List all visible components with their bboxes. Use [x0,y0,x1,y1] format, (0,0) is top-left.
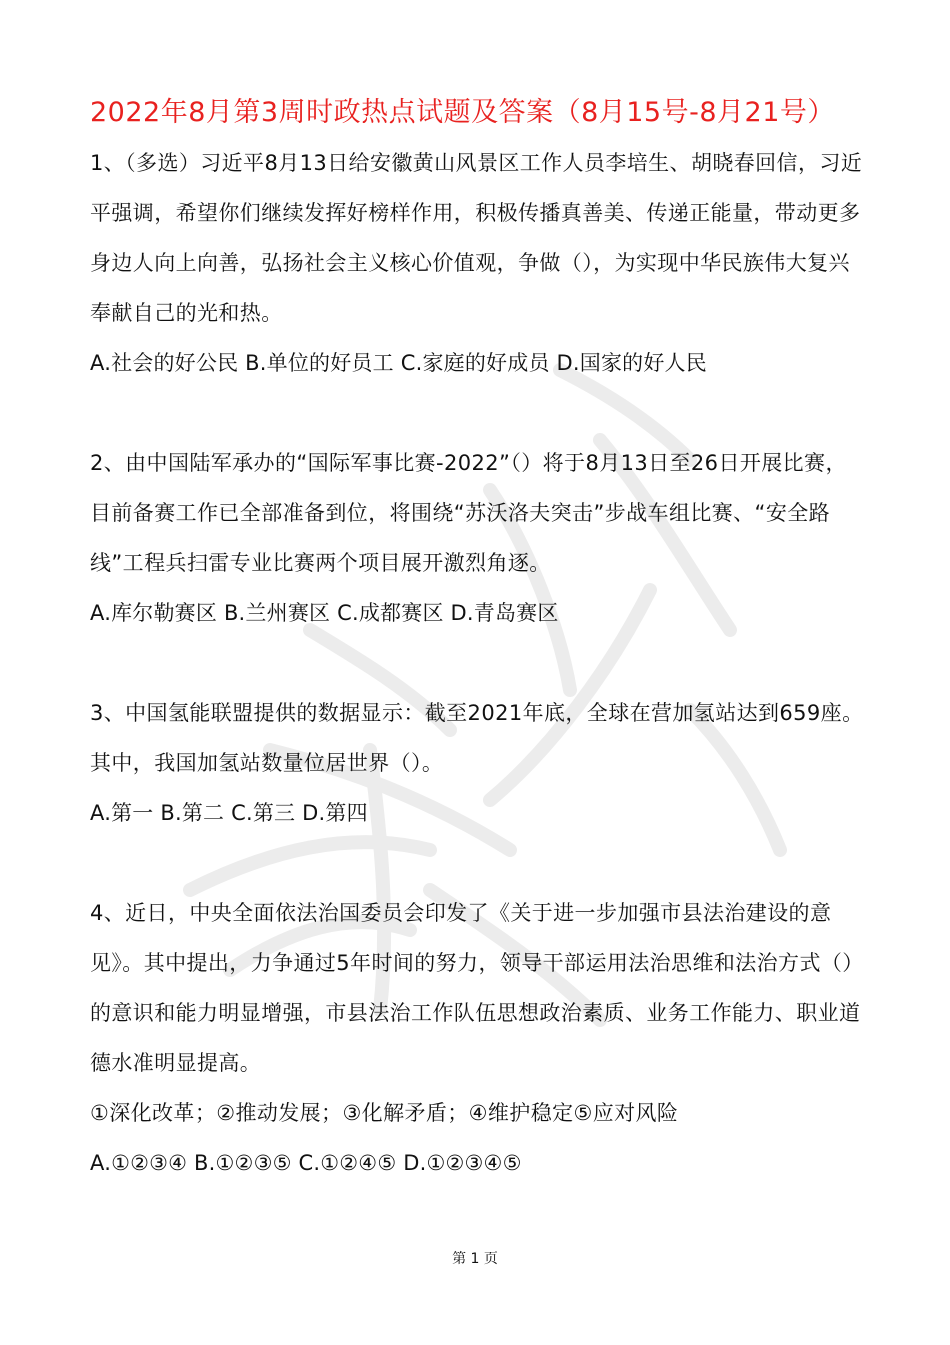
document-title: 2022年8月第3周时政热点试题及答案（8月15号-8月21号） [90,97,835,128]
document-body [90,88,865,1188]
page-number: 第 1 页 [452,1251,498,1267]
question-1 [90,138,865,388]
question-text: 3、中国氢能联盟提供的数据显示：截至2021年底，全球在营加氢站达到659座。其中，我国加氢站数量位居世界（）。 [90,701,864,775]
spacer [90,838,865,888]
question-2 [90,438,865,638]
question-statements: ①深化改革；②推动发展；③化解矛盾；④维护稳定⑤应对风险 [90,1101,679,1125]
spacer [90,388,865,438]
question-options: A.库尔勒赛区 B.兰州赛区 C.成都赛区 D.青岛赛区 [90,601,559,625]
question-text: 1、（多选）习近平8月13日给安徽黄山风景区工作人员李培生、胡晓春回信，习近平强调，希望你们继续发挥好榜样作用，积极传播真善美、传递正能量，带动更多身边人向上向善，弘扬社会主义核心价值观，争做（），为实现中华民族伟大复兴奉献自己的光和热。 [90,151,863,325]
question-options: A.①②③④ B.①②③⑤ C.①②④⑤ D.①②③④⑤ [90,1151,522,1175]
spacer [90,638,865,688]
question-text: 4、近日，中央全面依法治国委员会印发了《关于进一步加强市县法治建设的意见》。其中提出，力争通过5年时间的努力，领导干部运用法治思维和法治方式（）的意识和能力明显增强，市县法治工作队伍思想政治素质、业务工作能力、职业道德水准明显提高。 [90,901,864,1075]
question-4 [90,888,865,1188]
question-3 [90,688,865,838]
question-text: 2、由中国陆军承办的“国际军事比赛-2022”（）将于8月13日至26日开展比赛，目前备赛工作已全部准备到位，将围绕“苏沃洛夫突击”步战车组比赛、“安全路线”工程兵扫雷专业比赛两个项目展开激烈角逐。 [90,451,847,575]
question-options: A.社会的好公民 B.单位的好员工 C.家庭的好成员 D.国家的好人民 [90,351,707,375]
question-options: A.第一 B.第二 C.第三 D.第四 [90,801,368,825]
